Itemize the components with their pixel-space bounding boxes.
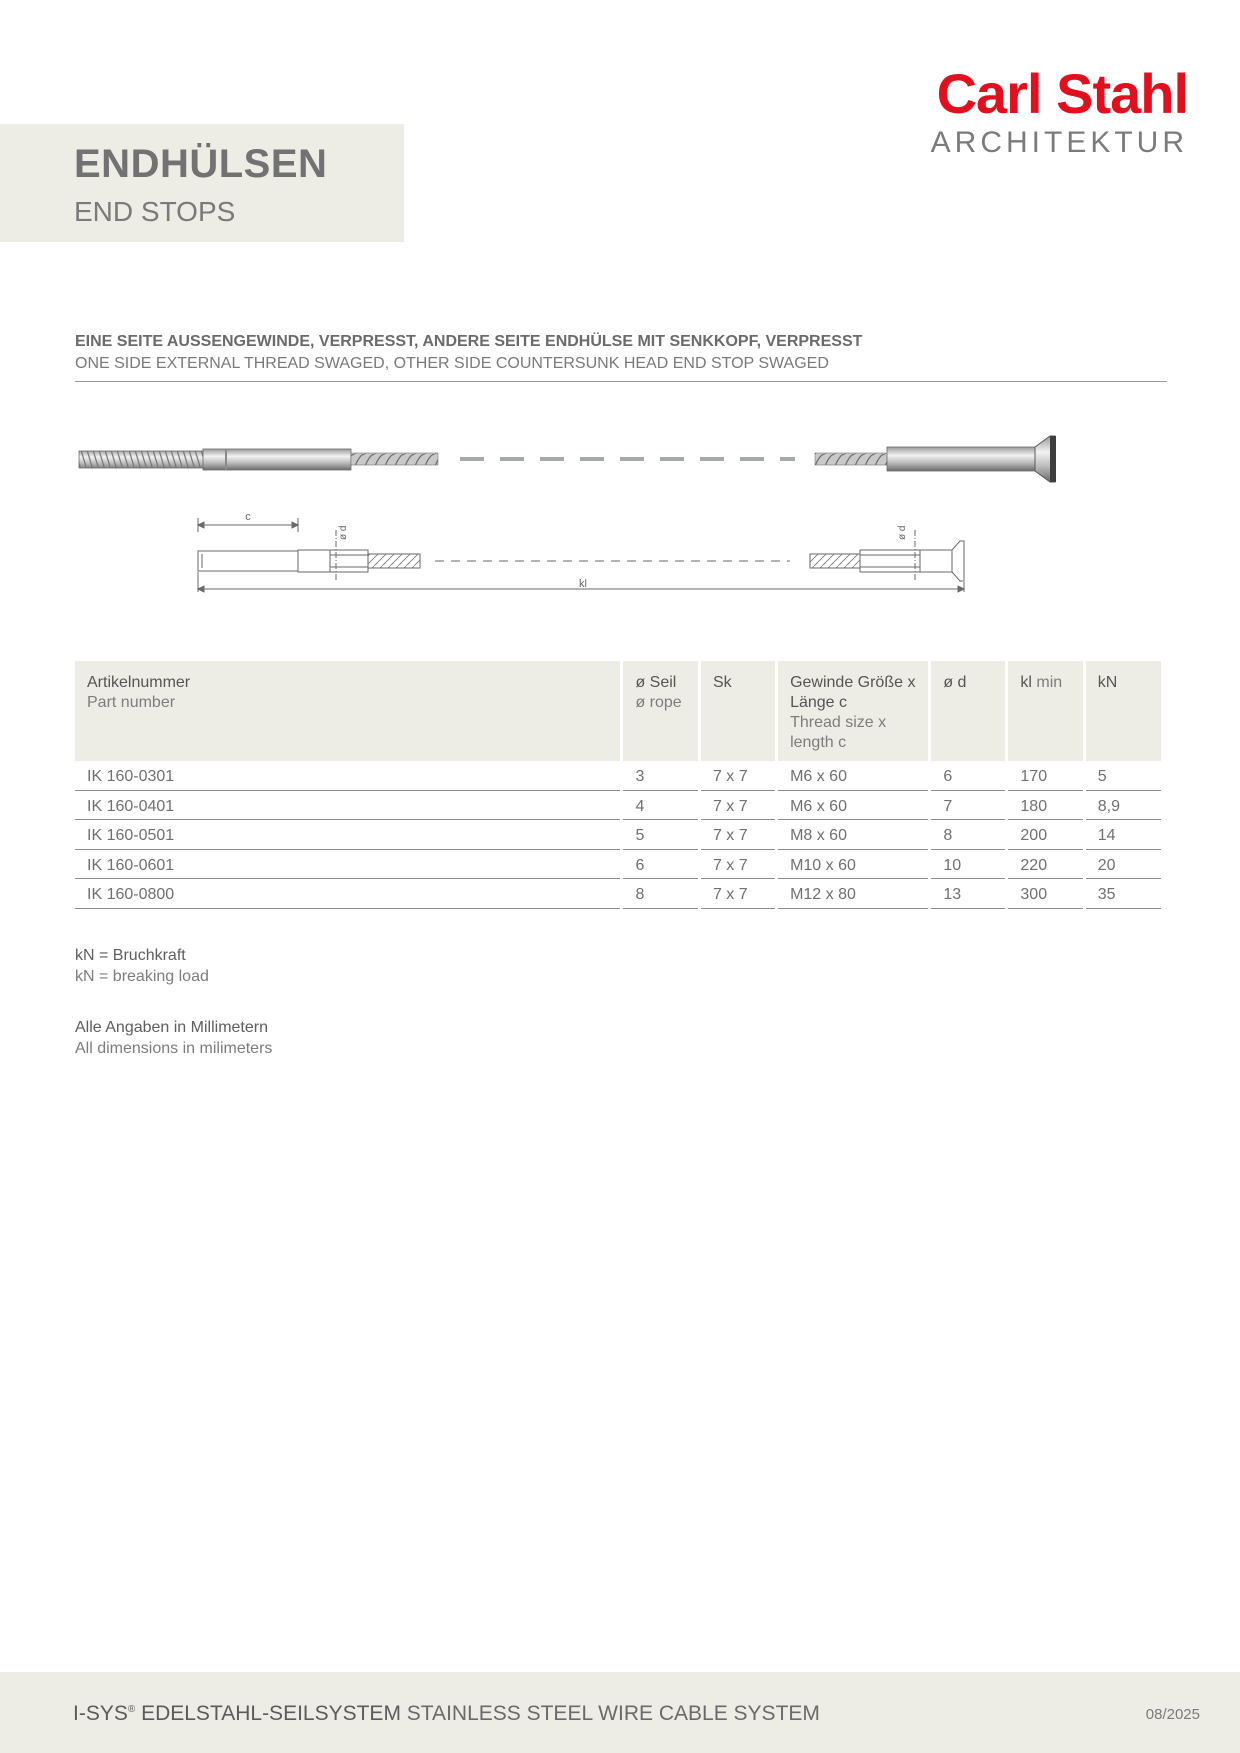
table-row bbox=[75, 791, 1161, 821]
cell-od: 10 bbox=[931, 850, 1005, 880]
col-header-rope-diameter: ø Seil ø rope bbox=[623, 661, 697, 761]
cell-kn: 20 bbox=[1086, 850, 1161, 880]
table-row bbox=[75, 879, 1161, 909]
cell-od: 6 bbox=[931, 761, 1005, 791]
cell-part-number: IK 160-0800 bbox=[75, 879, 620, 909]
footer-title bbox=[73, 1702, 820, 1726]
cell-sk: 7 x 7 bbox=[701, 791, 775, 821]
countersunk-end bbox=[815, 436, 1056, 482]
col-header-part-number: Artikelnummer Part number bbox=[75, 661, 620, 761]
cell-thread: M12 x 80 bbox=[778, 879, 928, 909]
cell-kn: 14 bbox=[1086, 820, 1161, 850]
cell-sk: 7 x 7 bbox=[701, 879, 775, 909]
col-header-od: ø d bbox=[931, 661, 1005, 761]
table-header-row bbox=[75, 661, 1161, 761]
footer bbox=[0, 1672, 1240, 1753]
cell-od: 8 bbox=[931, 820, 1005, 850]
page-title: ENDHÜLSEN bbox=[74, 142, 328, 186]
cell-kn: 5 bbox=[1086, 761, 1161, 791]
cell-kn: 8,9 bbox=[1086, 791, 1161, 821]
table-row bbox=[75, 820, 1161, 850]
cell-sk: 7 x 7 bbox=[701, 761, 775, 791]
cell-part-number: IK 160-0401 bbox=[75, 791, 620, 821]
cell-kl-min: 200 bbox=[1008, 820, 1082, 850]
note-breaking-load: kN = Bruchkraft kN = breaking load bbox=[75, 947, 209, 985]
cell-rope-diameter: 3 bbox=[623, 761, 697, 791]
logo-name: Carl Stahl bbox=[936, 62, 1188, 125]
section-heading bbox=[75, 333, 1167, 382]
cell-kl-min: 300 bbox=[1008, 879, 1082, 909]
cell-thread: M6 x 60 bbox=[778, 791, 928, 821]
cell-od: 7 bbox=[931, 791, 1005, 821]
cell-thread: M6 x 60 bbox=[778, 761, 928, 791]
technical-drawing bbox=[190, 510, 980, 600]
cell-rope-diameter: 6 bbox=[623, 850, 697, 880]
cell-od: 13 bbox=[931, 879, 1005, 909]
cell-sk: 7 x 7 bbox=[701, 820, 775, 850]
title-box bbox=[0, 124, 404, 242]
cell-thread: M10 x 60 bbox=[778, 850, 928, 880]
footer-brand: I-SYS® EDELSTAHL-SEILSYSTEM bbox=[73, 1702, 401, 1725]
product-photo bbox=[75, 430, 1075, 490]
cell-part-number: IK 160-0501 bbox=[75, 820, 620, 850]
carl-stahl-logo bbox=[930, 62, 1188, 159]
col-header-kn: kN bbox=[1086, 661, 1161, 761]
cell-thread: M8 x 60 bbox=[778, 820, 928, 850]
section-heading-en: ONE SIDE EXTERNAL THREAD SWAGED, OTHER SIDE COUNTERSUNK HEAD END STOP SWAGED bbox=[75, 355, 829, 372]
cell-kn: 35 bbox=[1086, 879, 1161, 909]
table-row bbox=[75, 850, 1161, 880]
dim-label-c: c bbox=[245, 511, 251, 523]
threaded-stud-end bbox=[79, 449, 438, 470]
table-row bbox=[75, 761, 1161, 791]
cell-part-number: IK 160-0601 bbox=[75, 850, 620, 880]
cell-sk: 7 x 7 bbox=[701, 850, 775, 880]
cell-rope-diameter: 5 bbox=[623, 820, 697, 850]
footer-title-en: STAINLESS STEEL WIRE CABLE SYSTEM bbox=[406, 1702, 820, 1725]
col-header-kl-min: kl min bbox=[1008, 661, 1082, 761]
col-header-thread: Gewinde Größe x Länge c Thread size x length c bbox=[778, 661, 928, 761]
footer-date: 08/2025 bbox=[1145, 1706, 1200, 1723]
logo-subtitle: ARCHITEKTUR bbox=[930, 126, 1188, 159]
cell-kl-min: 170 bbox=[1008, 761, 1082, 791]
dim-label-od-right: ø d bbox=[897, 525, 908, 540]
page-subtitle: END STOPS bbox=[74, 196, 236, 227]
dim-label-od-left: ø d bbox=[338, 525, 349, 540]
section-divider bbox=[75, 381, 1167, 382]
note-dimensions: Alle Angaben in Millimetern All dimensions in milimeters bbox=[75, 1019, 273, 1057]
spec-table bbox=[72, 661, 1164, 909]
cell-rope-diameter: 4 bbox=[623, 791, 697, 821]
col-header-sk: Sk bbox=[701, 661, 775, 761]
section-heading-de: EINE SEITE AUSSENGEWINDE, VERPRESST, ANDERE SEITE ENDHÜLSE MIT SENKKOPF, VERPRESST bbox=[75, 333, 863, 350]
cell-part-number: IK 160-0301 bbox=[75, 761, 620, 791]
dim-label-kl: kl bbox=[579, 578, 587, 590]
cell-kl-min: 180 bbox=[1008, 791, 1082, 821]
cell-kl-min: 220 bbox=[1008, 850, 1082, 880]
cell-rope-diameter: 8 bbox=[623, 879, 697, 909]
